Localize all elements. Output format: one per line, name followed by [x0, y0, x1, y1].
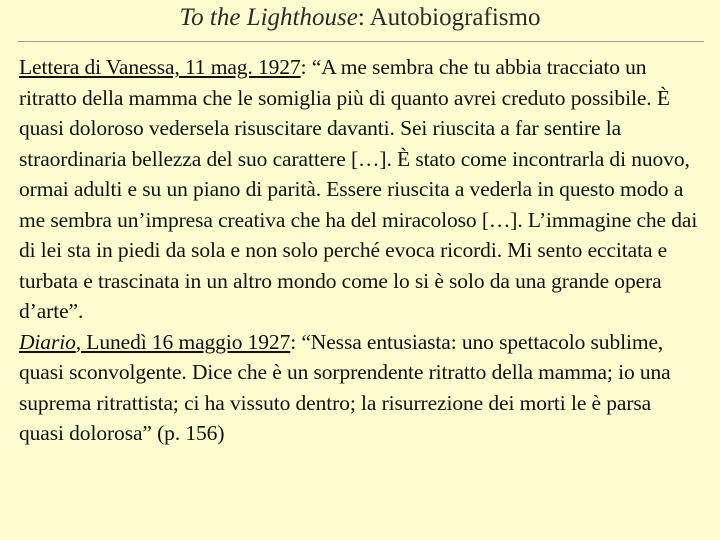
title-book-name: To the Lighthouse [179, 4, 358, 31]
letter-quote [19, 52, 699, 327]
diary-text: “Nessa entusiasta: uno spettacolo sublime, quasi sconvolgente. Dice che è un sorprendente ritratto della mamma; io una suprema ritrattista; ci ha vissuto dentro; la risurrezione dei morti le è parsa quasi dolorosa” (p. 156) [19, 329, 671, 445]
slide-body [19, 52, 699, 449]
diary-source-title: Diario [19, 329, 76, 354]
diary-quote [19, 327, 699, 449]
slide-title [0, 3, 720, 33]
diary-source-date: , Lunedì 16 maggio 1927 [75, 329, 291, 354]
diary-source [19, 330, 290, 354]
title-divider [18, 41, 704, 42]
letter-text: “A me sembra che tu abbia tracciato un ritratto della mamma che le somiglia più di quanto avrei creduto possibile. È quasi doloroso vedersela risuscitare davanti. Sei riuscita a far sentire la straordinaria bellezza del suo carattere […]. È stato come incontrarla di nuovo, ormai adulti e su un piano di parità. Essere riuscita a vederla in questo modo a me sembra un’impresa creativa che ha del miracoloso […]. L’immagine che dai di lei sta in piedi da sola e non solo perché evoca ricordi. Mi sento eccitata e turbata e trascinata in un altro mondo come lo si è solo da una grande opera d’arte”. [19, 55, 698, 323]
title-subtitle: : Autobiografismo [357, 4, 541, 31]
diary-colon: : [290, 329, 297, 354]
letter-source: Lettera di Vanessa, 11 mag. 1927 [19, 55, 301, 79]
letter-colon: : [300, 55, 307, 79]
